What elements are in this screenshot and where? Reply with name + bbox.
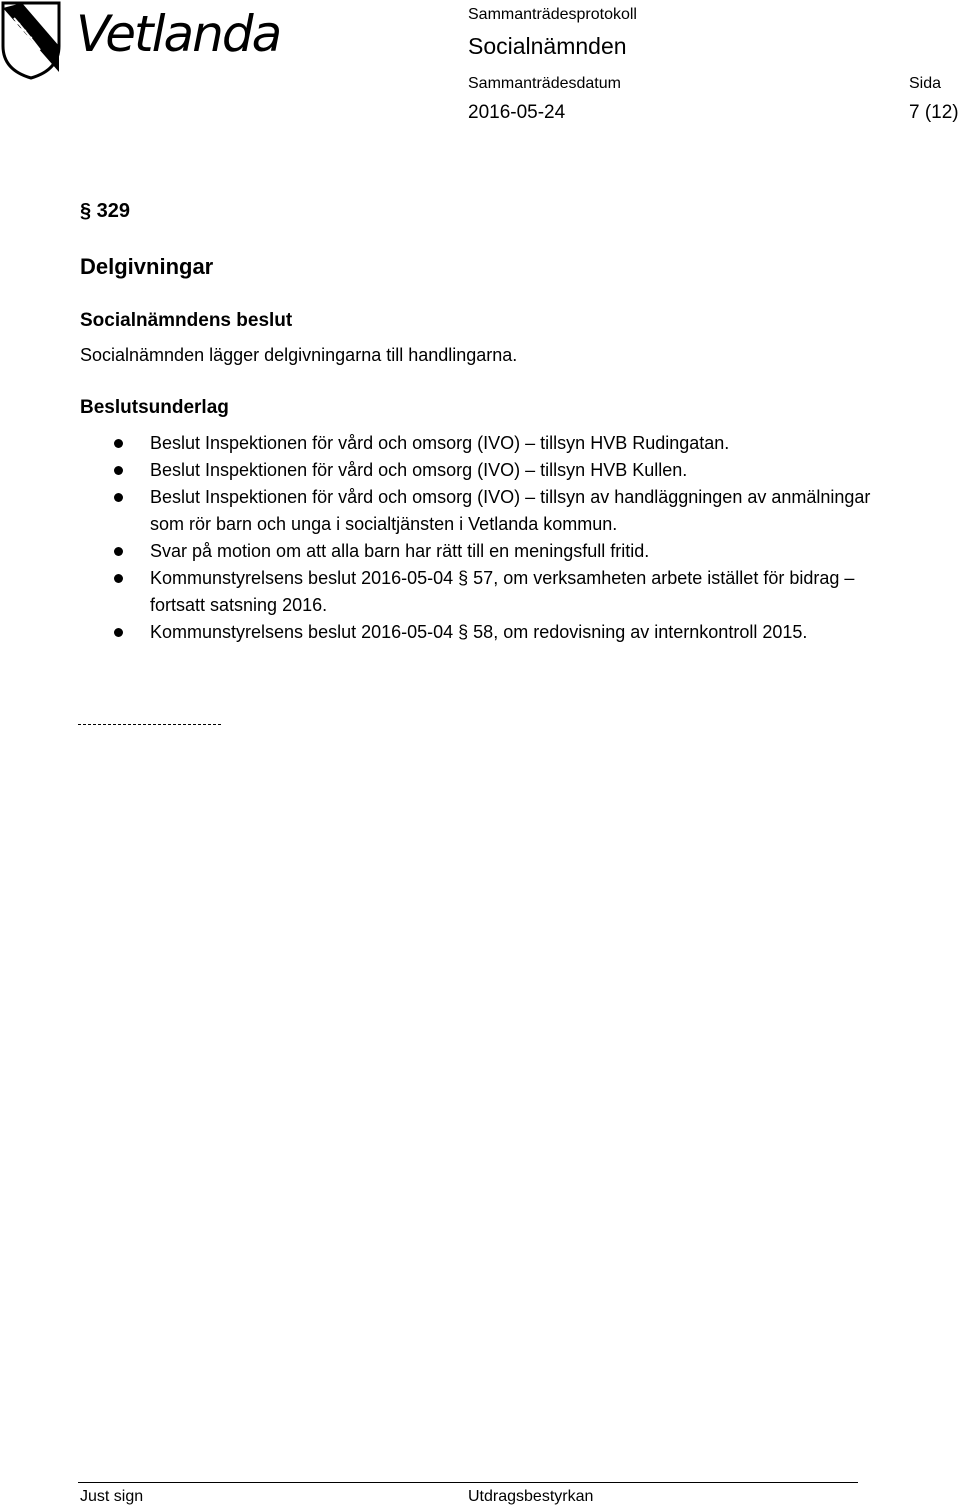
- committee-name: Socialnämnden: [468, 33, 627, 59]
- just-sign-label: Just sign: [80, 1488, 144, 1505]
- basis-heading: Beslutsunderlag: [80, 397, 229, 418]
- list-item: Beslut Inspektionen för vård och omsorg (IVO) – tillsyn av handläggningen av anmälningar som rör barn och unga i socialtjänsten i Vetlanda kommun.: [114, 484, 874, 538]
- meeting-date-label: Sammanträdesdatum: [468, 75, 621, 92]
- extract-certification-label: Utdragsbestyrkan: [468, 1488, 594, 1505]
- paragraph-number: § 329: [80, 200, 131, 222]
- document-type: Sammanträdesprotokoll: [468, 6, 637, 23]
- bullet-icon: [114, 493, 123, 502]
- bullet-icon: [114, 547, 123, 556]
- section-title: Delgivningar: [80, 254, 214, 279]
- page-number: 7 (12): [909, 102, 959, 123]
- vetlanda-coat-of-arms-icon: [0, 0, 62, 80]
- list-item: Beslut Inspektionen för vård och omsorg (IVO) – tillsyn HVB Kullen.: [114, 457, 874, 484]
- bullet-icon: [114, 628, 123, 637]
- list-item: Svar på motion om att alla barn har rätt till en meningsfull fritid.: [114, 538, 874, 565]
- list-item: Kommunstyrelsens beslut 2016-05-04 § 57, om verksamheten arbete istället för bidrag – fortsatt satsning 2016.: [114, 565, 874, 619]
- basis-list: [114, 430, 874, 646]
- footer-rule: [78, 1482, 858, 1483]
- decision-heading: Socialnämndens beslut: [80, 310, 293, 331]
- bullet-icon: [114, 466, 123, 475]
- bullet-icon: [114, 439, 123, 448]
- vetlanda-wordmark: Vetlanda: [76, 5, 281, 63]
- bullet-icon: [114, 574, 123, 583]
- list-item: Beslut Inspektionen för vård och omsorg (IVO) – tillsyn HVB Rudingatan.: [114, 430, 874, 457]
- section-divider: [78, 724, 221, 725]
- meeting-date-value: 2016-05-24: [468, 102, 566, 123]
- decision-text: Socialnämnden lägger delgivningarna till handlingarna.: [80, 345, 518, 365]
- page-label: Sida: [909, 75, 942, 92]
- list-item: Kommunstyrelsens beslut 2016-05-04 § 58, om redovisning av internkontroll 2015.: [114, 619, 874, 646]
